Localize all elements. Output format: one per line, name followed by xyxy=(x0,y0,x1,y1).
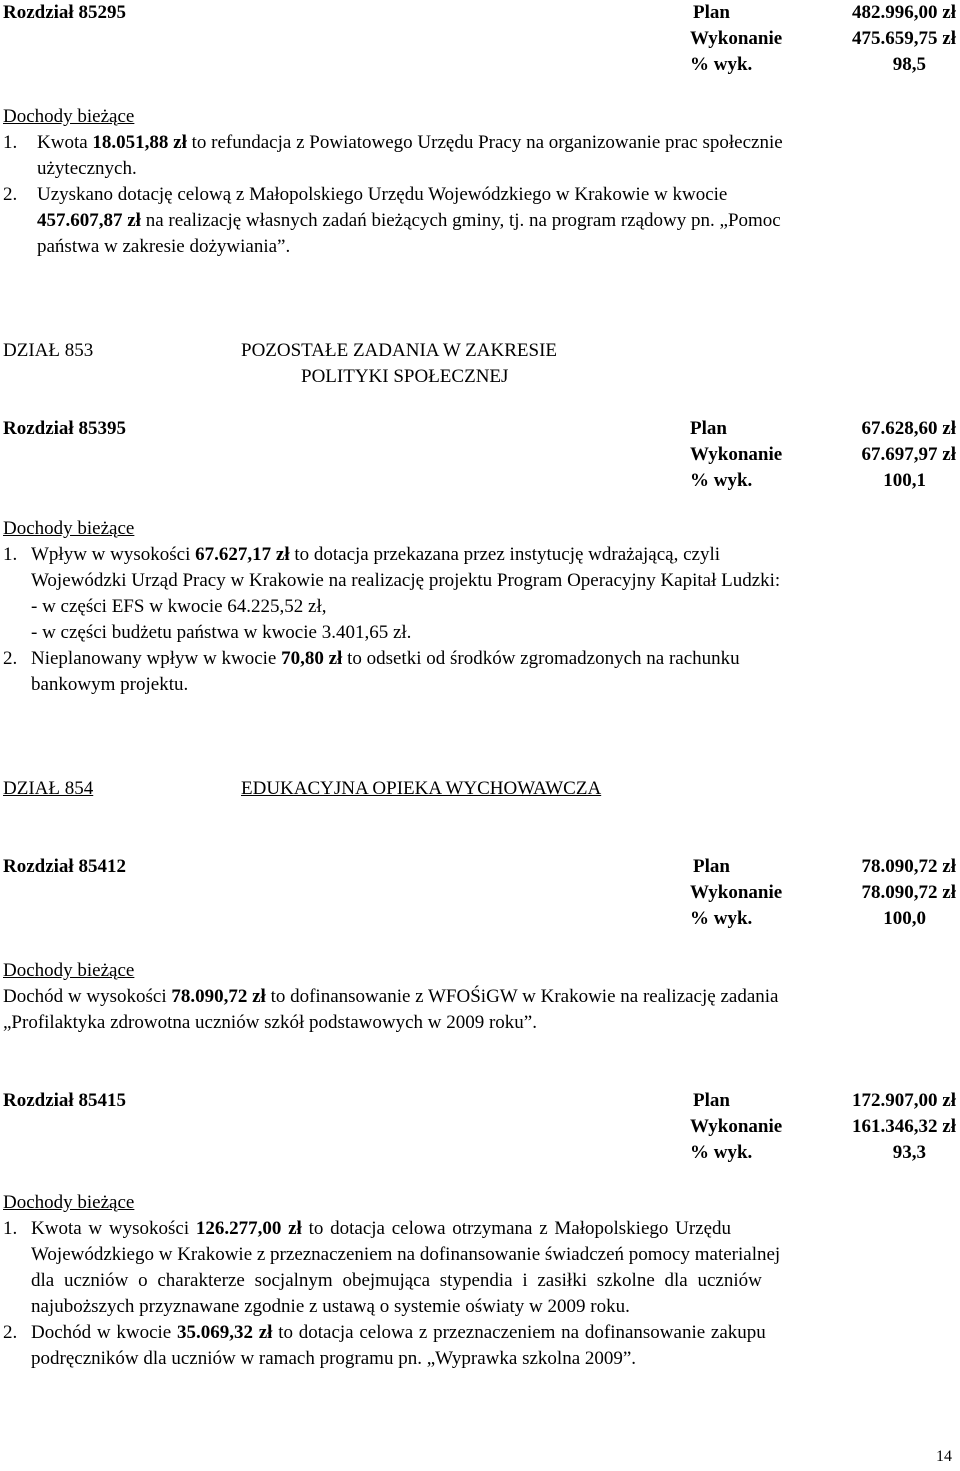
pct-label: % wyk. xyxy=(690,1142,753,1163)
list-number: 2. xyxy=(3,648,18,669)
plan-value: 482.996,00 zł xyxy=(852,2,956,23)
dzial-title-854: EDUKACYJNA OPIEKA WYCHOWAWCZA xyxy=(241,778,602,799)
subheading-current-income: Dochody bieżące xyxy=(3,106,135,127)
section-title-85395: Rozdział 85395 xyxy=(3,418,126,439)
subheading-current-income: Dochody bieżące xyxy=(3,1192,135,1213)
wykonanie-value: 475.659,75 zł xyxy=(852,28,956,49)
wykonanie-label: Wykonanie xyxy=(690,882,783,903)
section-title-85412: Rozdział 85412 xyxy=(3,856,126,877)
wykonanie-value: 67.697,97 zł xyxy=(861,444,956,465)
subheading-current-income: Dochody bieżące xyxy=(3,518,135,539)
plan-value: 78.090,72 zł xyxy=(861,856,956,877)
list-item: Kwota 18.051,88 zł to refundacja z Powiatowego Urzędu Pracy na organizowanie prac społecznie xyxy=(37,132,783,153)
pct-label: % wyk. xyxy=(690,908,753,929)
list-item-cont: użytecznych. xyxy=(37,158,137,179)
list-subitem: - w części EFS w kwocie 64.225,52 zł, xyxy=(31,596,327,617)
wykonanie-value: 78.090,72 zł xyxy=(861,882,956,903)
list-item-cont: państwa w zakresie dożywiania”. xyxy=(37,236,291,257)
paragraph: Dochód w wysokości 78.090,72 zł to dofinansowanie z WFOŚiGW w Krakowie na realizację zadania xyxy=(3,986,779,1007)
paragraph-cont: „Profilaktyka zdrowotna uczniów szkół podstawowych w 2009 roku”. xyxy=(3,1012,537,1033)
list-item-cont: podręczników dla uczniów w ramach programu pn. „Wyprawka szkolna 2009”. xyxy=(31,1348,637,1369)
wykonanie-label: Wykonanie xyxy=(690,28,783,49)
plan-value: 172.907,00 zł xyxy=(852,1090,956,1111)
pct-value: 98,5 xyxy=(892,54,926,75)
list-number: 1. xyxy=(3,544,18,565)
pct-value: 100,0 xyxy=(883,908,926,929)
dzial-title-853-line2: POLITYKI SPOŁECZNEJ xyxy=(301,366,509,387)
section-title-85415: Rozdział 85415 xyxy=(3,1090,126,1111)
plan-value: 67.628,60 zł xyxy=(861,418,956,439)
list-item: Kwota w wysokości 126.277,00 zł to dotacja celowa otrzymana z Małopolskiego Urzędu xyxy=(31,1218,732,1239)
dzial-title-853: POZOSTAŁE ZADANIA W ZAKRESIE xyxy=(241,340,558,361)
list-item: Wpływ w wysokości 67.627,17 zł to dotacja przekazana przez instytucję wdrażającą, czyli xyxy=(31,544,721,565)
list-number: 1. xyxy=(3,132,18,153)
list-subitem: - w części budżetu państwa w kwocie 3.401,65 zł. xyxy=(31,622,412,643)
dzial-label-853: DZIAŁ 853 xyxy=(3,340,94,361)
section-title-85295: Rozdział 85295 xyxy=(3,2,126,23)
list-item: Dochód w kwocie 35.069,32 zł to dotacja celowa z przeznaczeniem na dofinansowanie zakupu xyxy=(31,1322,766,1343)
list-item-cont: Wojewódzkiego w Krakowie z przeznaczeniem na dofinansowanie świadczeń pomocy materialnej xyxy=(31,1244,781,1265)
plan-label: Plan xyxy=(693,2,730,23)
plan-label: Plan xyxy=(693,1090,730,1111)
list-item: Uzyskano dotację celową z Małopolskiego Urzędu Wojewódzkiego w Krakowie w kwocie xyxy=(37,184,728,205)
list-item-cont: bankowym projektu. xyxy=(31,674,189,695)
plan-label: Plan xyxy=(693,856,730,877)
list-item-cont: dla uczniów o charakterze socjalnym obejmująca stypendia i zasiłki szkolne dla uczniów xyxy=(31,1270,762,1291)
list-item-cont: Wojewódzki Urząd Pracy w Krakowie na realizację projektu Program Operacyjny Kapitał Ludzki: xyxy=(31,570,781,591)
subheading-current-income: Dochody bieżące xyxy=(3,960,135,981)
list-item: Nieplanowany wpływ w kwocie 70,80 zł to odsetki od środków zgromadzonych na rachunku xyxy=(31,648,740,669)
wykonanie-label: Wykonanie xyxy=(690,444,783,465)
page-number: 14 xyxy=(936,1448,952,1465)
wykonanie-label: Wykonanie xyxy=(690,1116,783,1137)
list-item-cont: 457.607,87 zł na realizację własnych zadań bieżących gminy, tj. na program rządowy pn. „Pomoc xyxy=(37,210,781,231)
pct-label: % wyk. xyxy=(690,470,753,491)
pct-value: 93,3 xyxy=(892,1142,926,1163)
list-number: 2. xyxy=(3,184,18,205)
list-item-cont: najuboższych przyznawane zgodnie z ustawą o systemie oświaty w 2009 roku. xyxy=(31,1296,630,1317)
pct-value: 100,1 xyxy=(883,470,926,491)
list-number: 2. xyxy=(3,1322,18,1343)
plan-label: Plan xyxy=(690,418,727,439)
pct-label: % wyk. xyxy=(690,54,753,75)
wykonanie-value: 161.346,32 zł xyxy=(852,1116,956,1137)
dzial-label-854: DZIAŁ 854 xyxy=(3,778,94,799)
list-number: 1. xyxy=(3,1218,18,1239)
